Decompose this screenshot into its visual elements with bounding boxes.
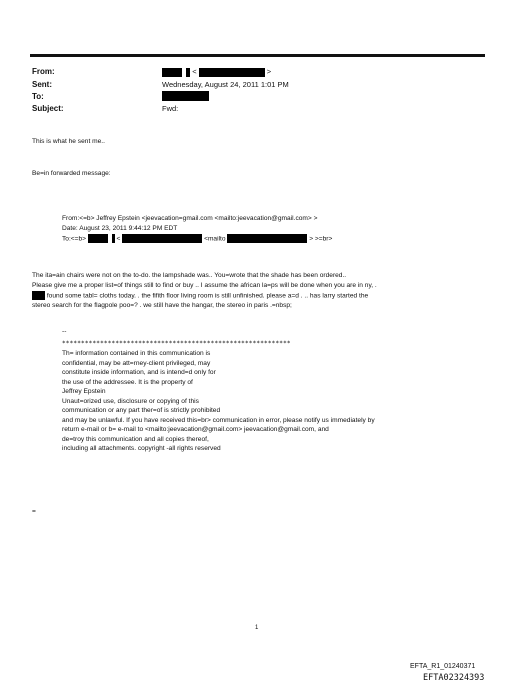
- redaction-box: [112, 234, 115, 243]
- fwd-to-lt: <: [116, 235, 121, 243]
- redaction-box: [32, 291, 45, 300]
- disclaimer-line: Jeffrey Epstein: [62, 388, 106, 395]
- subject-label: Subject:: [32, 104, 64, 113]
- fwd-to-line: [62, 234, 332, 244]
- redaction-box: [162, 68, 182, 77]
- from-gt: >: [266, 67, 272, 76]
- redaction-box: [186, 68, 190, 77]
- to-label: To:: [32, 92, 44, 101]
- disclaimer-line: and may be unlawful. If you have received this=br> communication in error, please notify us immediately by: [62, 416, 375, 424]
- disclaimer-line: confidential, may be att=rney-client privileged, may: [62, 359, 211, 367]
- page-number: 1: [255, 625, 259, 631]
- disclaimer-line: return e-mail or b= e-mail to <mailto:jeevacation@gmail.com> jeevacation@gmail.com, and: [62, 426, 329, 433]
- redaction-box: [88, 234, 108, 243]
- msg-line-1: The ita=ain chairs were not on the to-do. the lampshade was.. You=wrote that the shade has been ordered..: [32, 272, 347, 279]
- dashes: --: [62, 328, 67, 335]
- redaction-box: [122, 234, 202, 243]
- sent-label: Sent:: [32, 80, 52, 89]
- msg-line-4: stereo search for the flagpole poo=? . we still have the hangar, the stereo in paris .=nbsp;: [32, 302, 292, 309]
- fwd-from-line: From:<=b> Jeffrey Epstein <jeevacation=gmail.com <mailto:jeevacation@gmail.com> >: [62, 215, 318, 222]
- to-value: [162, 91, 209, 101]
- msg-line-2: Please give me a proper list=of things still to find or buy .. I assume the african la=ps will be done when you are in ny, .: [32, 282, 377, 289]
- fwd-to-suffix: > >=br>: [309, 235, 333, 243]
- from-lt: <: [192, 67, 197, 76]
- sent-value: Wednesday, August 24, 2011 1:01 PM: [162, 80, 289, 89]
- subject-value: Fwd:: [162, 104, 179, 113]
- from-label: From:: [32, 67, 55, 76]
- intro-text: This is what he sent me..: [32, 138, 105, 145]
- redaction-box: [162, 91, 209, 101]
- fwd-date-line: Date: August 23, 2011 9:44:12 PM EDT: [62, 225, 178, 232]
- disclaimer: [62, 349, 492, 454]
- disclaimer-line: including all attachments. copyright -all rights reserved: [62, 445, 221, 452]
- bates-number-1: EFTA_R1_01240371: [410, 663, 476, 670]
- disclaimer-line: Unaut=orized use, disclosure or copying of this: [62, 397, 199, 405]
- msg-line-3-text: found some tabl= cloths today. . the fifith floor living room is still unfinished. please a=d . .. has larry started the: [46, 292, 369, 300]
- disclaimer-line: communication or any part ther=of is strictly prohibited: [62, 407, 221, 414]
- forwarded-line: Be=in forwarded message:: [32, 170, 111, 177]
- fwd-to-mailto: <mailto: [204, 235, 226, 243]
- fwd-to-prefix: To:<=b>: [62, 235, 87, 243]
- disclaimer-line: Th= information contained in this communication is: [62, 350, 211, 357]
- disclaimer-line: de=troy this communication and all copies thereof,: [62, 435, 209, 443]
- redaction-box: [227, 234, 307, 243]
- disclaimer-line: constitute inside information, and is intend=d only for: [62, 369, 216, 376]
- equals-sign: =: [32, 508, 36, 515]
- bates-number-2: EFTA02324393: [423, 673, 485, 683]
- header-rule: [30, 54, 485, 57]
- disclaimer-line: the use of the addressee. It is the property of: [62, 378, 193, 386]
- msg-line-3: [32, 291, 368, 301]
- redaction-box: [199, 68, 265, 77]
- from-value: [162, 67, 271, 77]
- star-divider: ************************************************************: [62, 340, 291, 347]
